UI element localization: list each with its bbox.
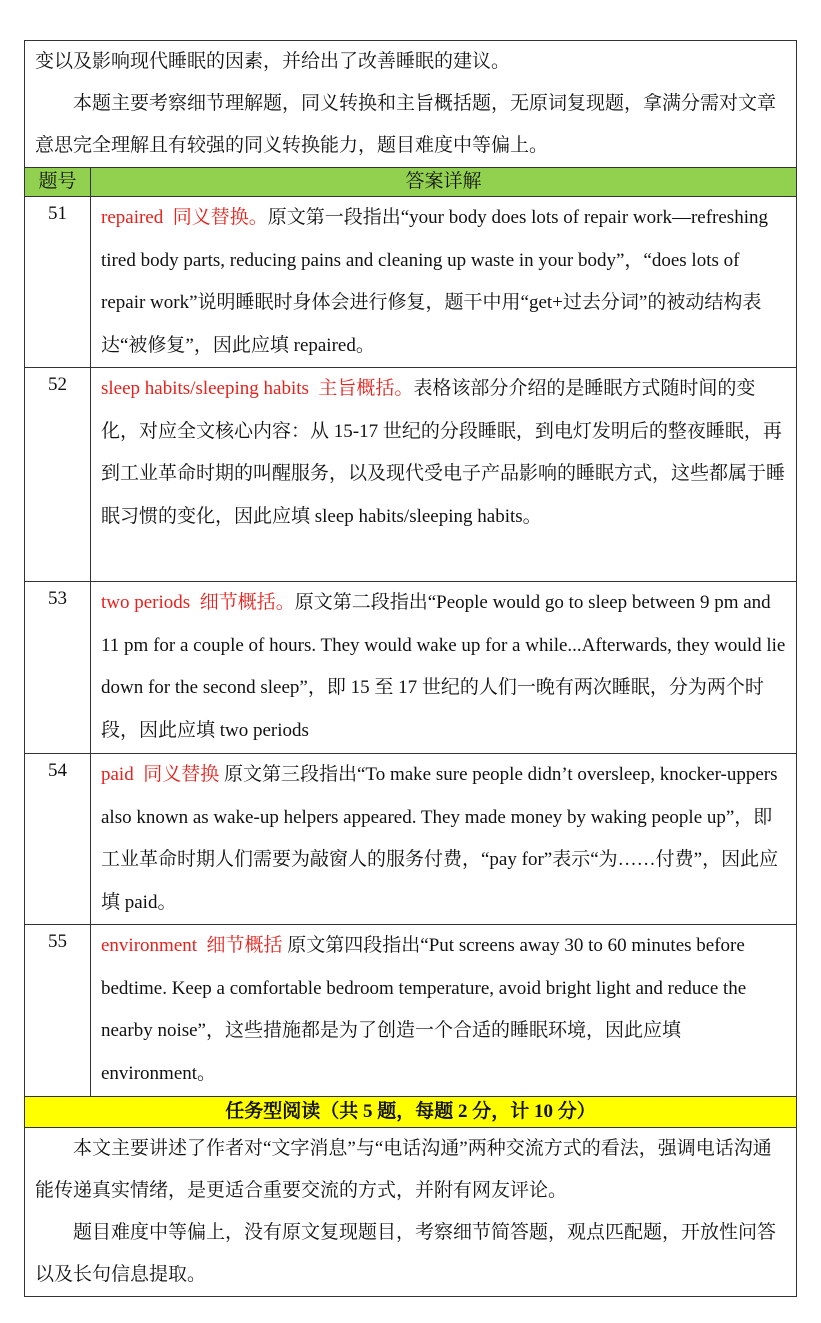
answer-word: repaired: [101, 207, 164, 228]
table-row: [25, 582, 796, 754]
answer-word: two periods: [101, 592, 191, 613]
answer-detail: [91, 197, 796, 367]
table-row: [25, 754, 796, 925]
section-paragraph: 题目难度中等偏上，没有原文复现题目，考察细节简答题，观点匹配题，开放性问答以及长句信息提取。: [35, 1222, 777, 1285]
question-number: 51: [25, 197, 91, 367]
intro-paragraph: 本题主要考察细节理解题，同义转换和主旨概括题，无原词复现题，拿满分需对文章意思完全理解且有较强的同义转换能力，题目难度中等偏上。: [35, 93, 777, 156]
explanation: 原文第一段指出“your body does lots of repair work—refreshing tired body parts, reducing pains and cleaning up waste in your body”，“does lots of repair work”说明睡眠时身体会进行修复，题干中用“get+过去分词”的被动结构表达“被修复”，因此应填 repaired。: [101, 207, 768, 356]
answer-detail: [91, 582, 796, 753]
answer-type: 细节概括: [206, 935, 283, 956]
table-row: [25, 925, 796, 1097]
explanation: 原文第四段指出“Put screens away 30 to 60 minutes before bedtime. Keep a comfortable bedroom temperature, avoid bright light and reduce the nearby noise”，这些措施都是为了创造一个合适的睡眠环境，因此应填 environment。: [101, 935, 747, 1084]
explanation: 原文第三段指出“To make sure people didn’t oversleep, knocker-uppers also known as wake-up helpers appeared. They made money by waking people up”，即工业革命时期人们需要为敲窗人的服务付费，“pay for”表示“为……付费”，因此应填 paid。: [101, 764, 779, 913]
document-table: [24, 40, 797, 1297]
question-number: 55: [25, 925, 91, 1096]
intro-line: 变以及影响现代睡眠的因素，并给出了改善睡眠的建议。: [35, 51, 511, 72]
answer-type: 主旨概括。: [318, 378, 414, 399]
question-number: 54: [25, 754, 91, 924]
answer-detail: [91, 754, 796, 924]
answer-detail: [91, 368, 796, 581]
answer-word: sleep habits/sleeping habits: [101, 378, 309, 399]
table-row: [25, 197, 796, 368]
table-header: [25, 167, 796, 197]
answer-word: environment: [101, 935, 198, 956]
answer-type: 同义替换: [143, 764, 220, 785]
question-number: 53: [25, 582, 91, 753]
question-number: 52: [25, 368, 91, 581]
answer-detail: [91, 925, 796, 1096]
section-paragraph: 本文主要讲述了作者对“文字消息”与“电话沟通”两种交流方式的看法，强调电话沟通能传递真实情绪，是更适合重要交流的方式，并附有网友评论。: [35, 1138, 772, 1201]
header-detail: 答案详解: [405, 171, 482, 192]
table-row: [25, 368, 796, 582]
answer-word: paid: [101, 764, 134, 785]
answer-type: 细节概括。: [199, 592, 295, 613]
header-number: 题号: [25, 168, 91, 196]
answer-type: 同义替换。: [172, 207, 268, 228]
explanation: 表格该部分介绍的是睡眠方式随时间的变化，对应全文核心内容：从 15-17 世纪的分段睡眠，到电灯发明后的整夜睡眠，再到工业革命时期的叫醒服务，以及现代受电子产品影响的睡眠方式，这些都属于睡眠习惯的变化，因此应填 sleep habits/sleeping habits。: [101, 378, 786, 527]
explanation: 原文第二段指出“People would go to sleep between 9 pm and 11 pm for a couple of hours. They would wake up for a while...Afterwards, they would lie down for the second sleep”，即 15 至 17 世纪的人们一晚有两次睡眠，分为两个时段，因此应填 two periods: [101, 592, 786, 741]
section-title: 任务型阅读（共 5 题，每题 2 分，计 10 分）: [25, 1097, 796, 1128]
